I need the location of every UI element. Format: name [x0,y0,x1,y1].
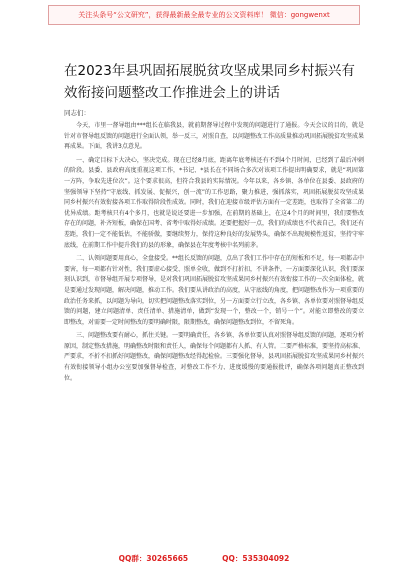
greeting: 同志们： [64,109,90,117]
paragraph: 今天，市里一督导组由***组长在临我县，就前期督导过程中发现的问题进行了通报。今天会议的目的，就是针对市督导组反馈的问题进行全面认领，举一反三，对照自查，以问题整改工作高质量推动巩固拓展脱贫攻坚成果再成果。下面，我讲3点意见。 [64,122,364,151]
qq-number: QQ：535304092 [222,553,290,563]
document-body [64,121,364,541]
paragraph: 三、问题整改要有耐心，抓住关键。一要明确责任，各乡镇、各单位要认真对照督导组反馈的问题，逐项分析原因，制定整改措施，明确整改时限和责任人，确保每个问题都有人抓、有人管。二要严格标准，要坚持高标准、严要求，不折不扣抓好问题整改，确保问题整改经得起检验。三要强化督导，县巩固拓展脱贫攻坚成果同乡村振兴有效衔接领导小组办公室要加强督导检查，对整改工作不力、进度缓慢的要通报批评，确保各项问题真正整改到位。 [64,332,364,382]
document-title: 在2023年县巩固拓展脱贫攻坚成果同乡村振兴有效衔接问题整改工作推进会上的讲话 [64,63,355,101]
paragraph: 一、确定目标下大决心，坚决完成。现在已经8月底，距离年底考核还有不到4个月时间，已经到了最后冲刺的阶段。县委、县政府高度重视这项工作，*书记、*县长在不同场合多次对该项工作提出明确要求，就是“巩固第一方阵，争取先进位次”。这个要求很高，但符合我县的实际情况。今年以来，各乡镇、各单位在县委、县政府的坚强领导下坚持“守底线、抓发展、促振兴，创一流”的工作思路，聚力推进，强抓落实，巩固拓展脱贫攻坚成果同乡村振兴有效衔接各项工作取得阶段性成效。同时，我们在迎接市级评估方面有一定差距，也取得了全省第二的优异成绩。距考核只有4个多月，也就是说还要进一步加强，在前期的基础上，在这4个月的时间里，我们要整改存在的问题，补齐短板，确保在国考、省考中取得好成绩。还要把握好一点，我们的成绩也不代表自己，我们还有差距，我们一定不能低估，不能骄傲，要继续努力，保持这种良好的发展势头，确保不出现规模性返贫，坚持守牢底线，在前期工作中提升我们的县的形象，确保县在年度考核中名列前茅。 [64,156,364,249]
promo-banner-text: 关注头条号“公文研究”，获得最新最全最专业的公文资料库！ 微信：gongwenxt [78,11,330,19]
paragraph: 二、认领问题要用真心，全盘接受。**组长反馈的问题，点出了我们工作中存在的短板和不足，每一项都击中要害，每一项都有针对性，我们要虚心接受、照单全收，做到不打折扣，不讲条件，一方面要深化认识，我们要深刻认识到，市督导组开展专项督导，是对我们巩固拓展脱贫攻坚成果同乡村振兴有效衔接工作的一次全面体检，就是要通过发现问题，解决问题，推动工作。我们要从讲政治的高度，从守底线的角度，把问题整改作为一项重要的政治任务来抓，以问题为导向，切实把问题整改落实到位，另一方面要立行立改，各乡镇、各单位要对照督导组反馈的问题，建立问题清单、责任清单、措施清单，做到“发现一个，整改一个，销号一个”。对能立即整改的要立即整改，对需要一定时间整改的要明确时限，限期整改，确保问题整改到位，不留死角。 [64,255,364,326]
qq-group-number: QQ群：30265665 [118,553,189,563]
footer-contacts [0,548,408,568]
promo-banner [48,5,360,25]
